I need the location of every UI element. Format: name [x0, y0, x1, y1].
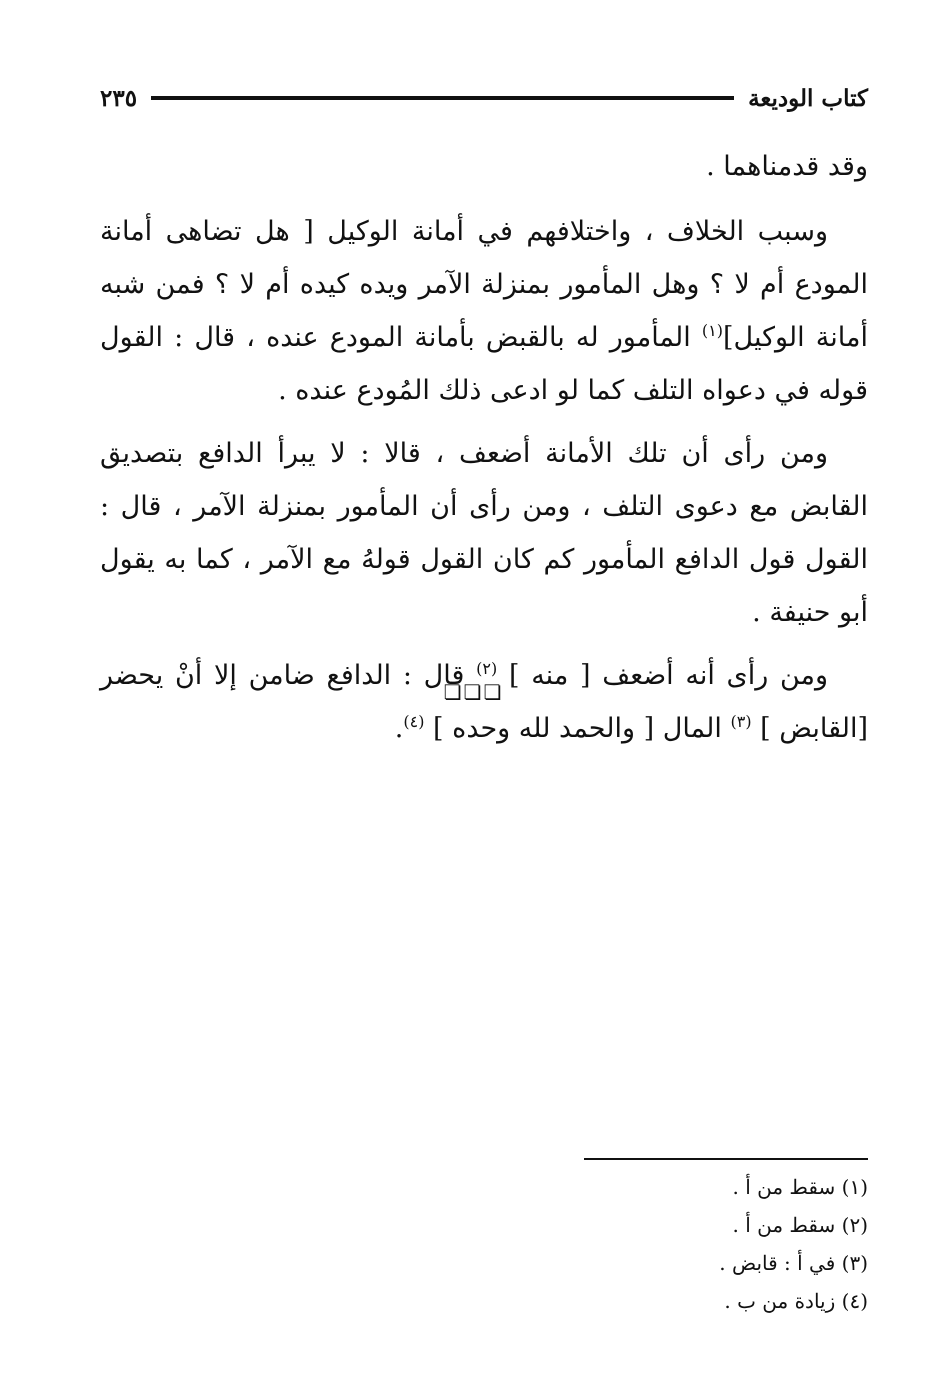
- footnote-3: (٣) في أ : قابض .: [719, 1251, 868, 1275]
- paragraph-4-text-a: ومن رأى أنه أضعف [ منه ]: [497, 660, 828, 691]
- main-text: [100, 140, 868, 765]
- paragraph-1-text: وقد قدمناهما .: [706, 151, 868, 182]
- paragraph-3-text: ومن رأى أن تلك الأمانة أضعف ، قالا : لا يبرأ الدافع بتصديق القابض مع دعوى التلف ، ومن رأى أن المأمور بمنزلة الآمر ، قال : القول قول الدافع المأمور كم كان القول قولهُ مع الآمر ، كما به يقول أبو حنيفة .: [100, 438, 868, 628]
- running-header: [100, 78, 868, 118]
- paragraph-4-end: .: [394, 713, 404, 744]
- page-number: ٢٣٥: [100, 84, 138, 112]
- section-end-ornament: ❏❏❏: [443, 680, 504, 704]
- footnotes: [500, 1168, 868, 1320]
- paragraph-1: [100, 140, 868, 193]
- paragraph-4-text-b: قال : الدافع ضامن إلا أنْ يحضر [القابض ]: [100, 660, 868, 744]
- paragraph-2-continuation: المأمور له بالقبض بأمانة المودع عنده ، قال : القول قوله في دعواه التلف كما لو ادعى ذلك المُودع عنده .: [100, 322, 868, 406]
- paragraph-3: [100, 427, 868, 639]
- paragraph-4-text-c: المال [ والحمد لله وحده ]: [424, 713, 731, 744]
- header-rule: [151, 96, 734, 100]
- footnote-ref-2: (٢): [476, 659, 498, 678]
- footnote-separator: [584, 1158, 868, 1160]
- footnote-1: (١) سقط من أ .: [732, 1175, 868, 1199]
- footnote-ref-3: (٣): [730, 712, 752, 731]
- chapter-title: كتاب الوديعة: [748, 84, 868, 112]
- footnote-ref-4: (٤): [403, 712, 425, 731]
- paragraph-2: [100, 205, 868, 417]
- paragraph-2-text: وسبب الخلاف ، واختلافهم في أمانة الوكيل [ هل تضاهى أمانة المودع أم لا ؟ وهل المأمور بمنزلة الآمر ويده كيده أم لا ؟ فمن شبه أمانة الوكيل]: [100, 216, 868, 353]
- footnote-2: (٢) سقط من أ .: [732, 1213, 868, 1237]
- footnote-4: (٤) زيادة من ب .: [724, 1289, 868, 1313]
- footnote-ref-1: (١): [701, 321, 723, 340]
